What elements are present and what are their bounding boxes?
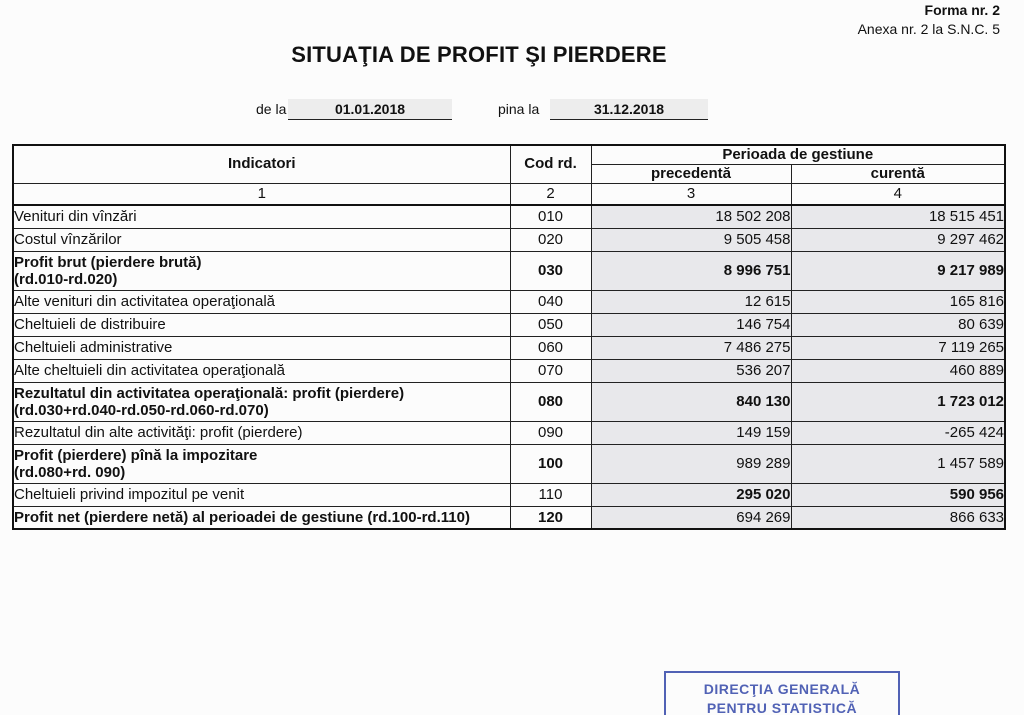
row-code: 090 (510, 421, 591, 444)
period-from-label: de la (256, 101, 287, 117)
row-label-line: Cheltuieli privind impozitul pe venit (14, 486, 245, 503)
row-label-line: Alte venituri din activitatea operaţională (14, 293, 275, 310)
row-label (13, 359, 510, 382)
row-label-line: Cheltuieli de distribuire (14, 316, 166, 333)
profit-loss-table (12, 144, 1006, 530)
row-code: 070 (510, 359, 591, 382)
value-previous: 7 486 275 (591, 336, 791, 359)
form-annex: Anexa nr. 2 la S.N.C. 5 (857, 21, 1000, 37)
value-previous: 8 996 751 (591, 251, 791, 290)
header-code: Cod rd. (510, 145, 591, 183)
page-title: SITUAŢIA DE PROFIT ŞI PIERDERE (291, 42, 667, 67)
row-code: 030 (510, 251, 591, 290)
value-previous: 295 020 (591, 483, 791, 506)
column-number-row (13, 183, 1005, 205)
row-code: 040 (510, 290, 591, 313)
value-current: 9 217 989 (791, 251, 1005, 290)
row-label-line: Cheltuieli administrative (14, 339, 173, 356)
value-current: 80 639 (791, 313, 1005, 336)
header-period: Perioada de gestiune (591, 145, 1005, 164)
stamp-line: PENTRU STATISTICĂ (706, 700, 858, 715)
value-previous: 989 289 (591, 444, 791, 483)
table-row-060 (13, 336, 1005, 359)
row-label-line: Profit (pierdere) pînă la impozitare (14, 446, 258, 464)
value-current: -265 424 (791, 421, 1005, 444)
table-row-090 (13, 421, 1005, 444)
form-number: Forma nr. 2 (924, 2, 1000, 18)
header-previous: precedentă (591, 164, 791, 183)
row-label (13, 313, 510, 336)
table-row-120 (13, 506, 1005, 529)
row-label (13, 444, 510, 483)
official-stamp (664, 671, 900, 715)
row-label (13, 382, 510, 421)
column-number: 4 (791, 183, 1005, 205)
row-label-line: Venituri din vînzări (14, 208, 137, 226)
stamp-line: DIRECŢIA GENERALĂ (703, 681, 861, 697)
row-label (13, 290, 510, 313)
value-current: 1 457 589 (791, 444, 1005, 483)
row-label (13, 205, 510, 228)
row-label-line: Costul vînzărilor (14, 231, 122, 248)
row-label-line: Rezultatul din alte activităţi: profit (pierdere) (14, 424, 303, 441)
table-row-100 (13, 444, 1005, 483)
period-from-value: 01.01.2018 (288, 99, 452, 120)
table-row-050 (13, 313, 1005, 336)
value-current: 460 889 (791, 359, 1005, 382)
row-label-line: (rd.080+rd. 090) (14, 463, 126, 481)
column-number: 2 (510, 183, 591, 205)
row-label-line: Alte cheltuieli din activitatea operaţională (14, 362, 286, 379)
row-label-line: (rd.010-rd.020) (14, 270, 118, 288)
row-label (13, 421, 510, 444)
period-to-value: 31.12.2018 (550, 99, 708, 120)
value-current: 590 956 (791, 483, 1005, 506)
row-code: 110 (510, 483, 591, 506)
table-row-020 (13, 228, 1005, 251)
value-previous: 9 505 458 (591, 228, 791, 251)
row-code: 120 (510, 506, 591, 529)
period-to-label: pina la (498, 101, 540, 117)
row-label (13, 251, 510, 290)
row-label-line: (rd.030+rd.040-rd.050-rd.060-rd.070) (14, 401, 269, 419)
value-current: 165 816 (791, 290, 1005, 313)
table-row-080 (13, 382, 1005, 421)
table-row-030 (13, 251, 1005, 290)
value-previous: 536 207 (591, 359, 791, 382)
row-code: 050 (510, 313, 591, 336)
row-label (13, 483, 510, 506)
header-current: curentă (791, 164, 1005, 183)
header-row (13, 145, 1005, 164)
value-current: 866 633 (791, 506, 1005, 529)
table-row-110 (13, 483, 1005, 506)
row-label (13, 506, 510, 529)
row-code: 020 (510, 228, 591, 251)
table-row-040 (13, 290, 1005, 313)
column-number: 1 (13, 183, 510, 205)
value-current: 7 119 265 (791, 336, 1005, 359)
row-code: 010 (510, 205, 591, 228)
row-label (13, 228, 510, 251)
column-number: 3 (591, 183, 791, 205)
row-label-line: Profit net (pierdere netă) al perioadei de gestiune (rd.100-rd.110) (14, 508, 470, 526)
row-label-line: Profit brut (pierdere brută) (14, 253, 202, 271)
row-code: 100 (510, 444, 591, 483)
row-label (13, 336, 510, 359)
row-label-line: Rezultatul din activitatea operaţională: profit (pierdere) (14, 384, 405, 402)
value-previous: 149 159 (591, 421, 791, 444)
value-current: 9 297 462 (791, 228, 1005, 251)
value-current: 18 515 451 (791, 205, 1005, 228)
table-row-010 (13, 205, 1005, 228)
header-indicators: Indicatori (13, 145, 510, 183)
value-previous: 694 269 (591, 506, 791, 529)
value-previous: 146 754 (591, 313, 791, 336)
value-previous: 18 502 208 (591, 205, 791, 228)
value-previous: 840 130 (591, 382, 791, 421)
row-code: 060 (510, 336, 591, 359)
value-current: 1 723 012 (791, 382, 1005, 421)
row-code: 080 (510, 382, 591, 421)
value-previous: 12 615 (591, 290, 791, 313)
table-row-070 (13, 359, 1005, 382)
